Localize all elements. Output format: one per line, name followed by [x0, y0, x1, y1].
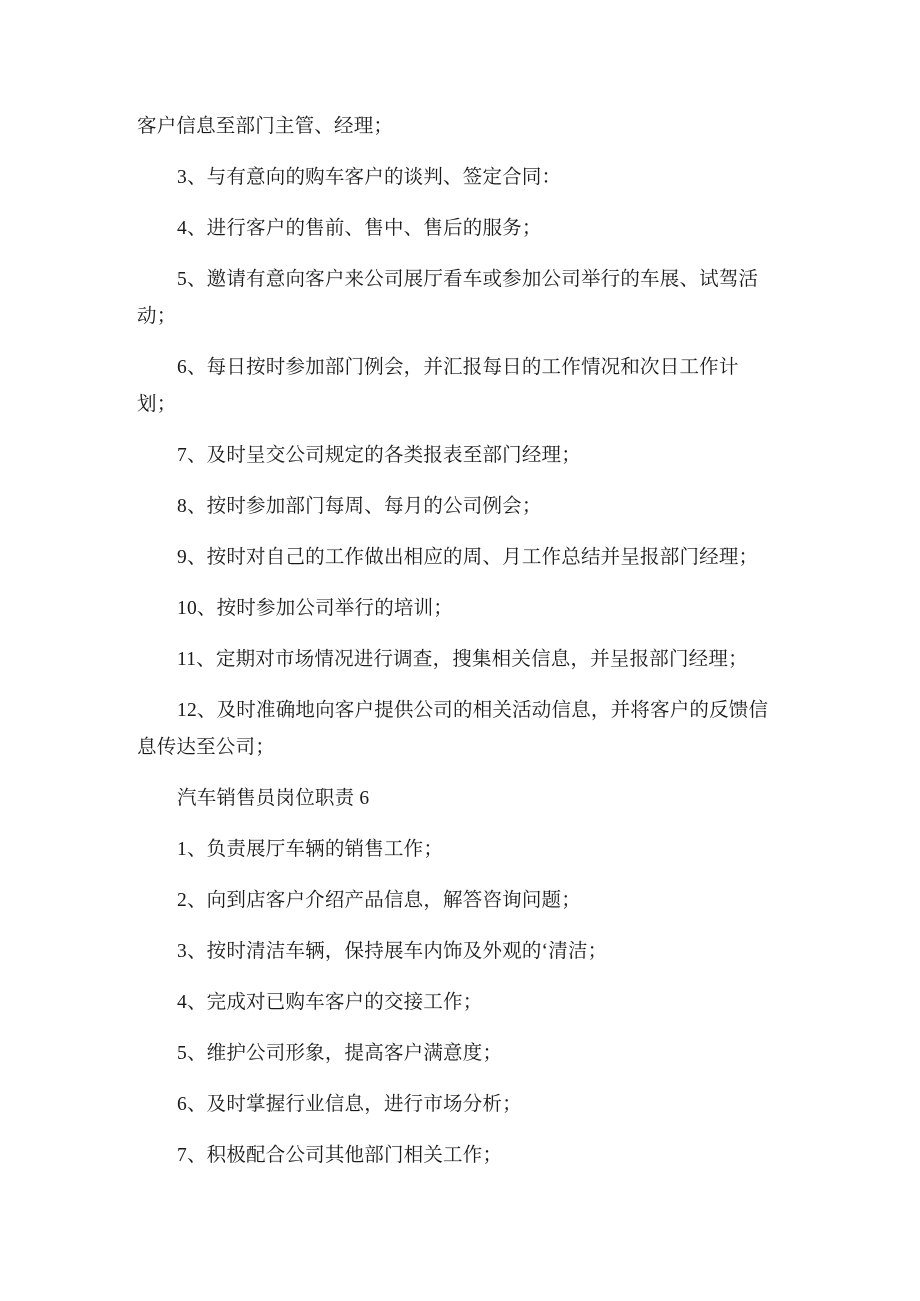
document-line: 6、及时掌握行业信息，进行市场分析；	[177, 1094, 522, 1115]
document-line: 动；	[137, 306, 177, 327]
document-line: 客户信息至部门主管、经理；	[137, 116, 394, 137]
document-line: 8、按时参加部门每周、每月的公司例会；	[177, 496, 542, 517]
document-line: 2、向到店客户介绍产品信息，解答咨询问题；	[177, 890, 581, 911]
document-line: 1、负责展厅车辆的销售工作；	[177, 839, 444, 860]
section-heading: 汽车销售员岗位职责 6	[177, 788, 370, 809]
document-line: 12、及时准确地向客户提供公司的相关活动信息，并将客户的反馈信	[177, 700, 769, 721]
document-line: 7、积极配合公司其他部门相关工作；	[177, 1145, 503, 1166]
document-line: 5、维护公司形象，提高客户满意度；	[177, 1043, 503, 1064]
document-line: 10、按时参加公司举行的培训；	[177, 598, 454, 619]
document-line: 9、按时对自己的工作做出相应的周、月工作总结并呈报部门经理；	[177, 547, 759, 568]
document-line: 3、按时清洁车辆，保持展车内饰及外观的‘清洁；	[177, 941, 608, 962]
document-line: 4、完成对已购车客户的交接工作；	[177, 992, 483, 1013]
document-line: 划；	[137, 394, 177, 415]
document-content	[137, 108, 807, 1174]
document-line: 息传达至公司；	[137, 737, 275, 758]
document-line: 5、邀请有意向客户来公司展厅看车或参加公司举行的车展、试驾活	[177, 269, 759, 290]
document-line: 4、进行客户的售前、售中、售后的服务；	[177, 218, 542, 239]
document-line: 6、每日按时参加部门例会，并汇报每日的工作情况和次日工作计	[177, 357, 739, 378]
document-line: 11、定期对市场情况进行调查，搜集相关信息，并呈报部门经理；	[177, 649, 748, 670]
document-line: 3、与有意向的购车客户的谈判、签定合同：	[177, 167, 562, 188]
document-line: 7、及时呈交公司规定的各类报表至部门经理；	[177, 445, 581, 466]
